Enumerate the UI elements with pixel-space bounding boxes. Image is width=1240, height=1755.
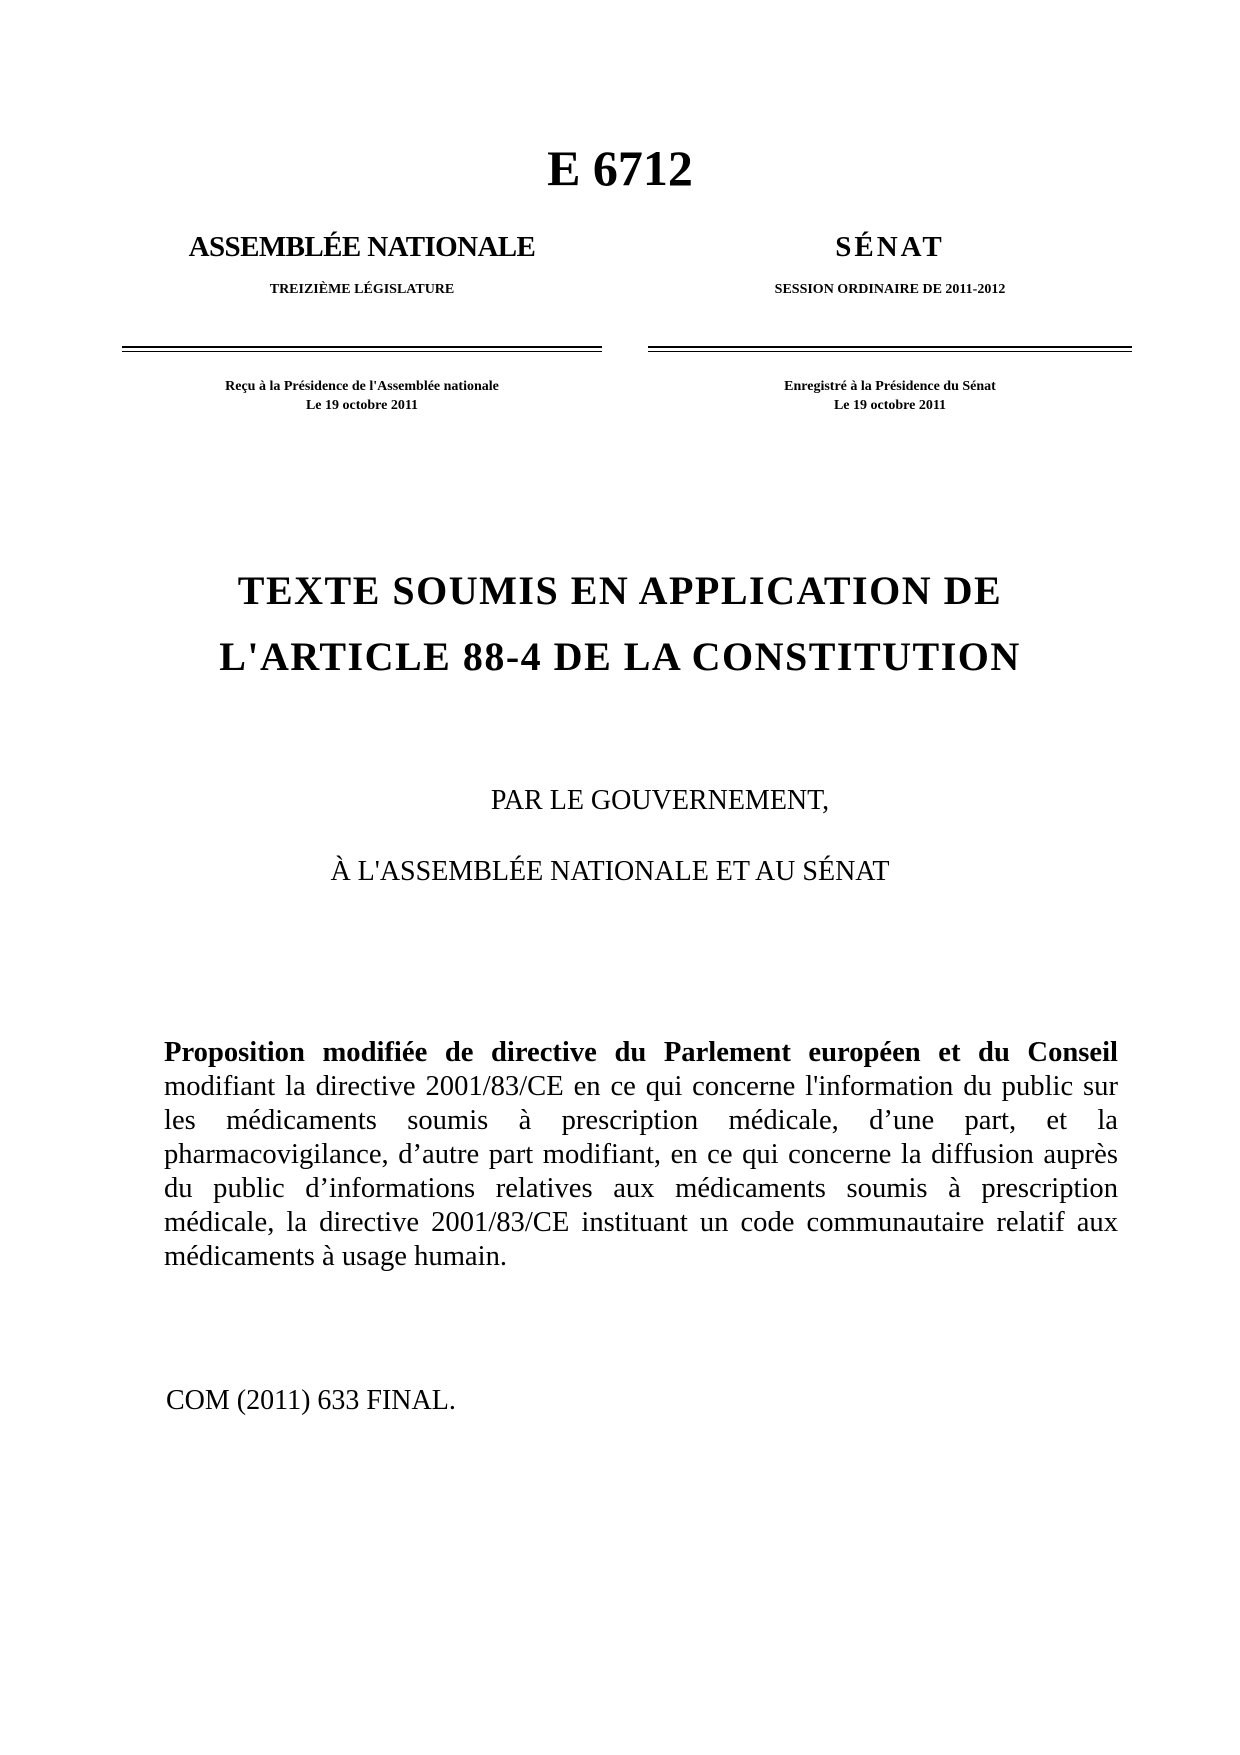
proposal-paragraph xyxy=(164,1036,1118,1274)
main-title-line1: TEXTE SOUMIS EN APPLICATION DE xyxy=(237,568,1003,613)
assembly-receipt-date: Le 19 octobre 2011 xyxy=(305,398,419,413)
submitted-by: PAR LE GOUVERNEMENT, xyxy=(490,785,830,816)
senate-divider-bottom xyxy=(648,351,1132,352)
assembly-divider-bottom xyxy=(122,351,602,352)
main-title xyxy=(0,558,1240,690)
assembly-receipt xyxy=(122,377,602,415)
proposal-title: Proposition modifiée de directive du Parlement européen et du Conseil xyxy=(164,1037,1118,1068)
proposal-text: modifiant la directive 2001/83/CE en ce qui concerne l'information du public sur les médicaments soumis à prescription médicale, d’une part, et la pharmacovigilance, d’autre part modifiant, en ce qui concerne la diffusion auprès du public d’informations relatives aux médicaments soumis à prescription médicale, la directive 2001/83/CE instituant un code communautaire relatif aux médicaments à usage humain. xyxy=(164,1071,1118,1272)
senate-receipt xyxy=(648,377,1132,415)
submitted-to: À L'ASSEMBLÉE NATIONALE ET AU SÉNAT xyxy=(330,856,890,887)
com-reference: COM (2011) 633 FINAL. xyxy=(166,1385,456,1416)
senate-subtitle: SESSION ORDINAIRE DE 2011-2012 xyxy=(774,282,1006,297)
assembly-receipt-line1: Reçu à la Présidence de l'Assemblée nationale xyxy=(225,379,499,394)
assembly-subtitle: TREIZIÈME LÉGISLATURE xyxy=(269,282,455,297)
main-title-line2: L'ARTICLE 88-4 DE LA CONSTITUTION xyxy=(219,634,1021,679)
senate-receipt-line1: Enregistré à la Présidence du Sénat xyxy=(784,379,996,394)
document-number: E 6712 xyxy=(547,140,693,196)
senate-divider-top xyxy=(648,346,1132,348)
assembly-divider-top xyxy=(122,346,602,348)
senate-receipt-date: Le 19 octobre 2011 xyxy=(833,398,947,413)
senate-name: SÉNAT xyxy=(835,231,945,263)
assembly-name: ASSEMBLÉE NATIONALE xyxy=(188,231,536,263)
